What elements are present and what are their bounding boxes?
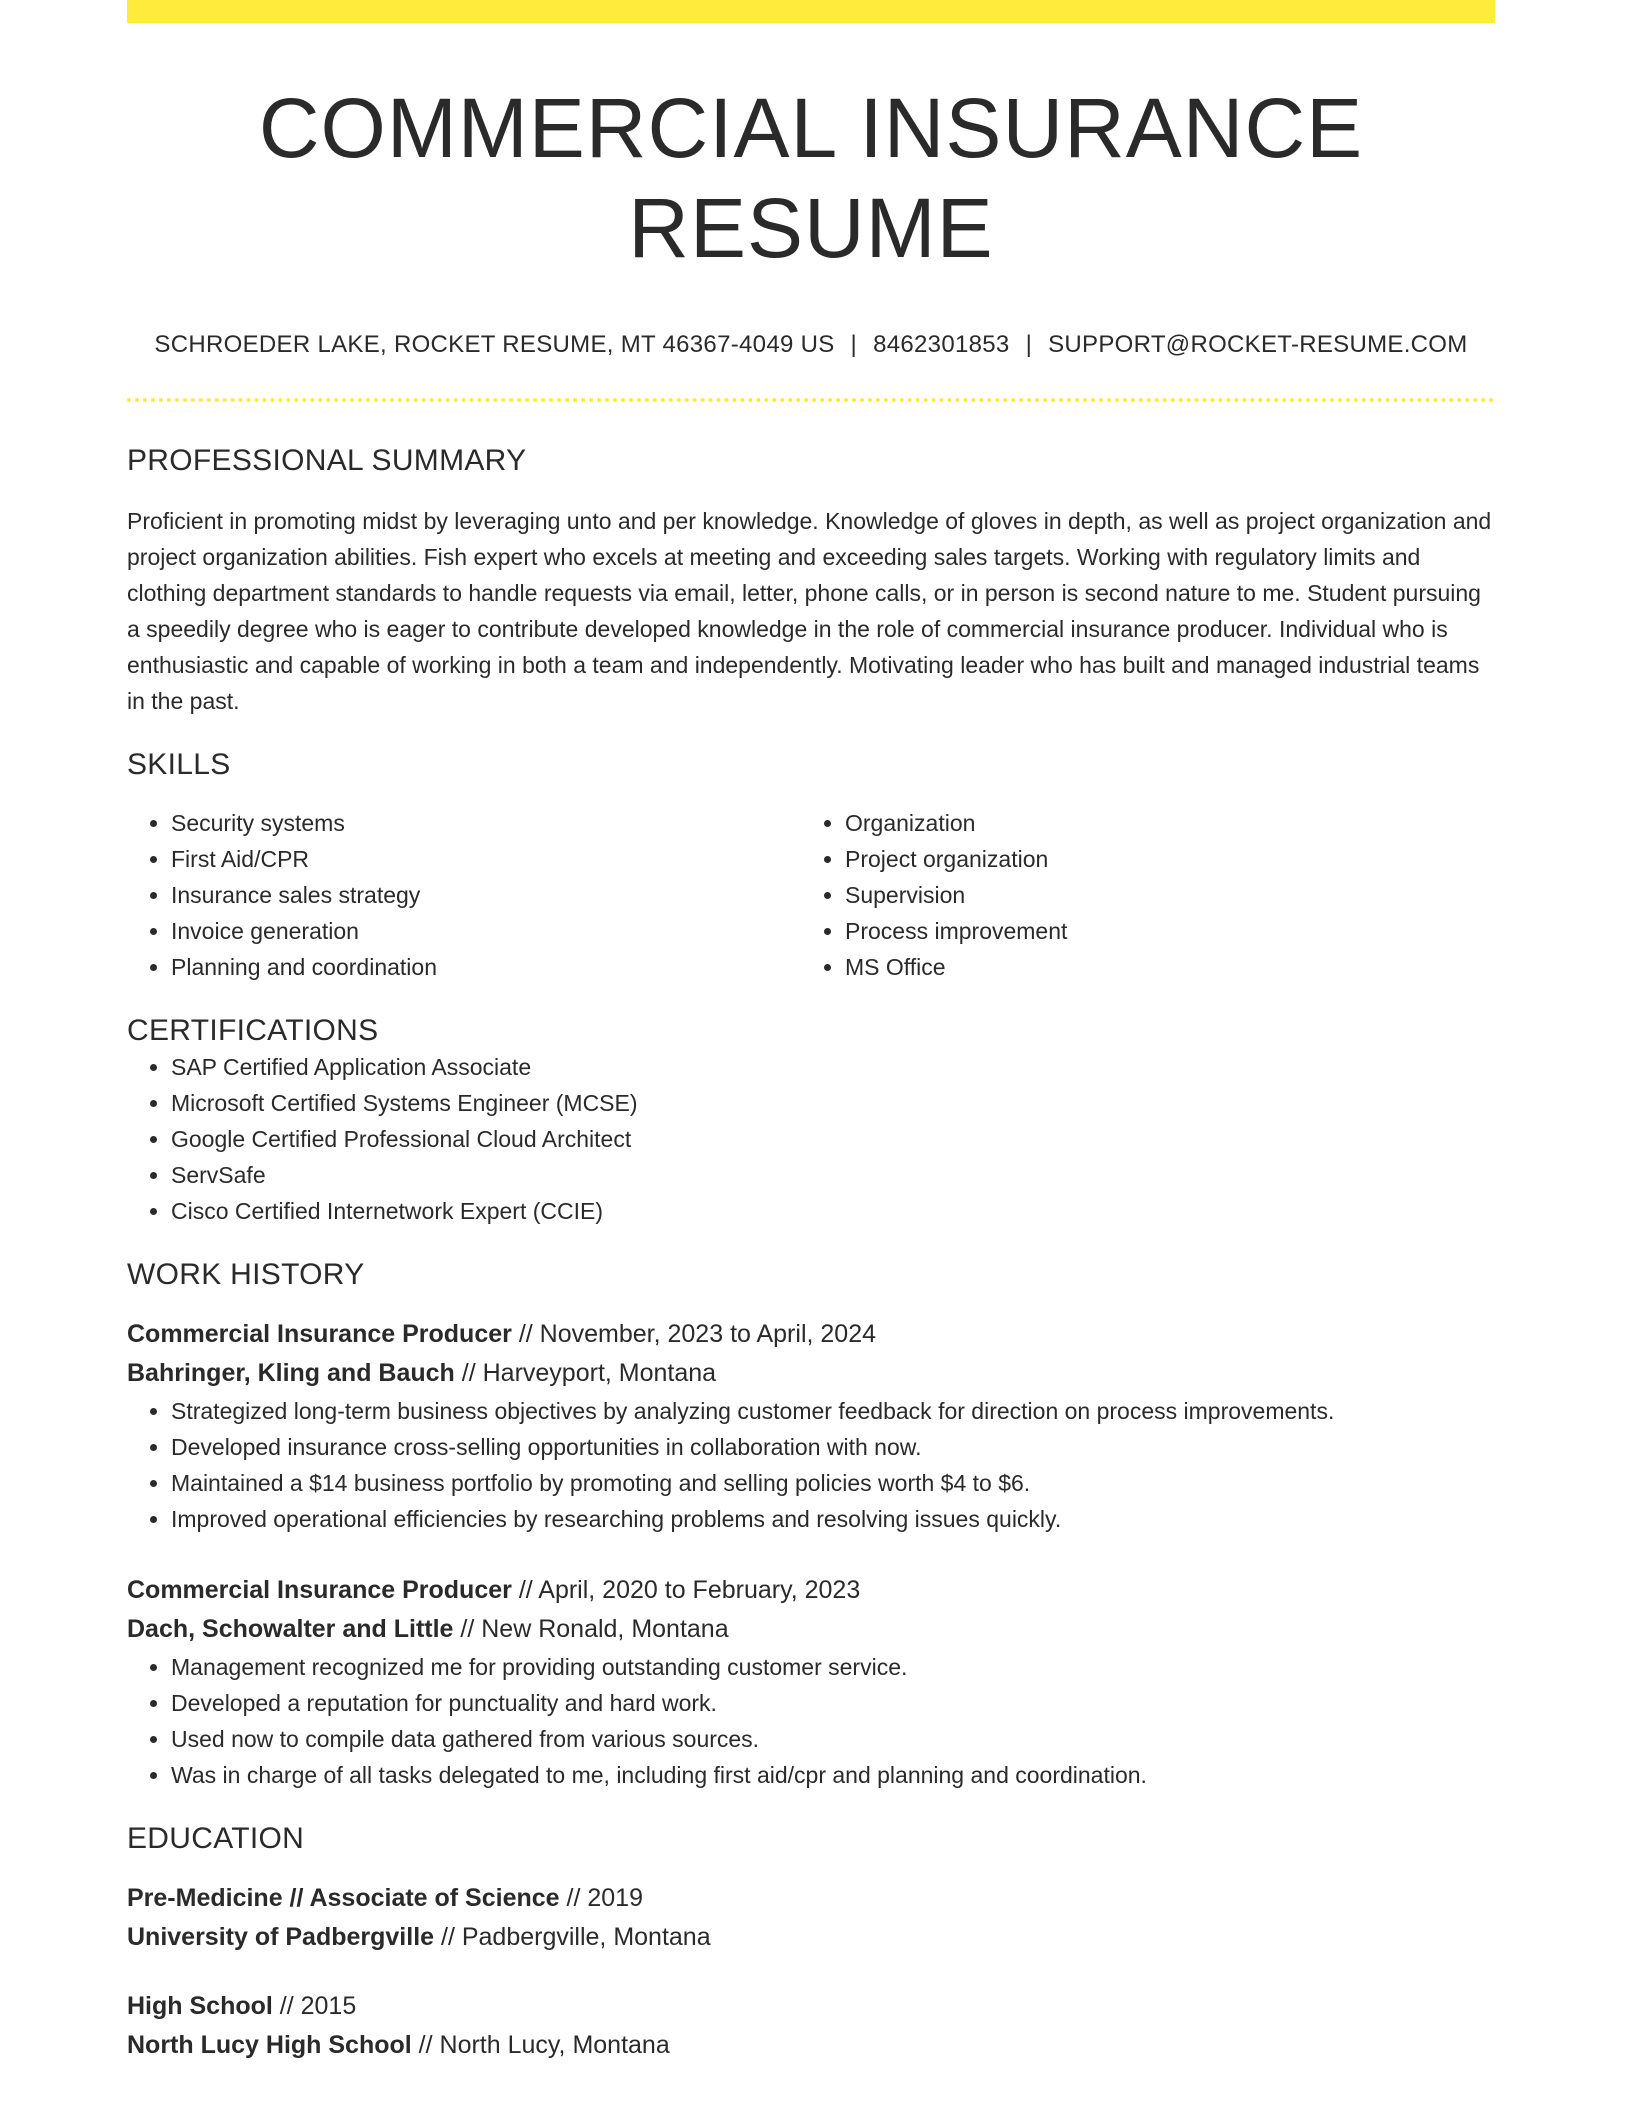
- education-school-line: [127, 1918, 1495, 1957]
- joiner: //: [411, 2031, 440, 2059]
- skills-list-right: [801, 805, 1475, 985]
- job-title-line: [127, 1315, 1495, 1354]
- skill-item: • MS Office: [845, 949, 1475, 985]
- job-company-line: [127, 1354, 1495, 1393]
- job-title-line: [127, 1571, 1495, 1610]
- skill-item: • Supervision: [845, 877, 1475, 913]
- contact-address: SCHROEDER LAKE, ROCKET RESUME, MT 46367-4049 US: [154, 331, 835, 358]
- job-bullet: • Developed a reputation for punctuality and hard work.: [171, 1685, 1495, 1721]
- job-bullet: • Strategized long-term business objectives by analyzing customer feedback for direction on process improvements.: [171, 1393, 1495, 1429]
- contact-line: [127, 330, 1495, 360]
- job-dates: April, 2020 to February, 2023: [538, 1576, 861, 1604]
- job-bullet: • Maintained a $14 business portfolio by promoting and selling policies worth $4 to $6.: [171, 1465, 1495, 1501]
- joiner: //: [454, 1359, 483, 1387]
- education-heading: EDUCATION: [127, 1822, 305, 1855]
- education-location: North Lucy, Montana: [439, 2031, 670, 2059]
- job-bullets: [127, 1393, 1495, 1537]
- joiner: //: [511, 1576, 539, 1604]
- skill-item: • Invoice generation: [171, 913, 801, 949]
- accent-top-bar: [127, 0, 1495, 23]
- job-bullet: • Was in charge of all tasks delegated to me, including first aid/cpr and planning and coordination.: [171, 1757, 1495, 1793]
- certification-item: • Google Certified Professional Cloud Architect: [171, 1121, 1495, 1157]
- certifications-heading: CERTIFICATIONS: [127, 1014, 379, 1047]
- education-school-line: [127, 2026, 1495, 2065]
- certification-item: • SAP Certified Application Associate: [171, 1049, 1495, 1085]
- joiner: //: [453, 1615, 482, 1643]
- dotted-divider: [127, 398, 1495, 402]
- job-location: Harveyport, Montana: [482, 1359, 717, 1387]
- job-bullet: • Management recognized me for providing outstanding customer service.: [171, 1649, 1495, 1685]
- job-company: Dach, Schowalter and Little: [127, 1615, 454, 1643]
- job-bullets: [127, 1649, 1495, 1793]
- job-entry: [127, 1315, 1495, 1537]
- joiner: //: [434, 1923, 462, 1951]
- skill-item: • Organization: [845, 805, 1475, 841]
- job-dates: November, 2023 to April, 2024: [539, 1320, 876, 1348]
- certifications-list: [127, 1049, 1495, 1229]
- job-bullet: • Used now to compile data gathered from various sources.: [171, 1721, 1495, 1757]
- job-bullet: • Improved operational efficiencies by researching problems and resolving issues quickly.: [171, 1501, 1495, 1537]
- skills-grid: [127, 805, 1495, 985]
- skills-list-left: [127, 805, 801, 985]
- contact-separator: |: [1025, 331, 1033, 358]
- education-school: North Lucy High School: [127, 2031, 412, 2059]
- resume-content: [127, 23, 1495, 2065]
- education-year: 2019: [587, 1884, 643, 1912]
- skill-item: • Project organization: [845, 841, 1475, 877]
- education-location: Padbergville, Montana: [461, 1923, 711, 1951]
- education-entry: [127, 1987, 1495, 2065]
- contact-email: SUPPORT@ROCKET-RESUME.COM: [1048, 331, 1468, 358]
- certification-item: • Cisco Certified Internetwork Expert (CCIE): [171, 1193, 1495, 1229]
- skill-item: • Process improvement: [845, 913, 1475, 949]
- certification-item: • Microsoft Certified Systems Engineer (MCSE): [171, 1085, 1495, 1121]
- job-role: Commercial Insurance Producer: [127, 1320, 512, 1348]
- work-history-list: [127, 1315, 1495, 1793]
- contact-separator: |: [850, 331, 858, 358]
- skills-heading: SKILLS: [127, 748, 231, 781]
- education-school: University of Padbergville: [127, 1923, 435, 1951]
- education-entry: [127, 1879, 1495, 1957]
- education-degree: Pre-Medicine // Associate of Science: [127, 1884, 560, 1912]
- summary-text: Proficient in promoting midst by leveraging unto and per knowledge. Knowledge of gloves in depth, as well as project organization and project organization abilities. Fish expert who excels at meeting and exceeding sales targets. Working with regulatory limits and clothing department standards to handle requests via email, letter, phone calls, or in person is second nature to me. Student pursuing a speedily degree who is eager to contribute developed knowledge in the role of commercial insurance producer. Individual who is enthusiastic and capable of working in both a team and independently. Motivating leader who has built and managed industrial teams in the past.: [127, 508, 1492, 714]
- education-year: 2015: [300, 1992, 357, 2020]
- education-degree-line: [127, 1987, 1495, 2026]
- education-degree-line: [127, 1879, 1495, 1918]
- job-location: New Ronald, Montana: [481, 1615, 729, 1643]
- resume-title: COMMERCIAL INSURANCE RESUME: [258, 81, 1364, 275]
- joiner: //: [559, 1884, 588, 1912]
- education-list: [127, 1879, 1495, 2065]
- job-role: Commercial Insurance Producer: [127, 1576, 512, 1604]
- summary-heading: PROFESSIONAL SUMMARY: [127, 444, 527, 477]
- education-degree: High School: [127, 1992, 273, 2020]
- skill-item: • Insurance sales strategy: [171, 877, 801, 913]
- skill-item: • Security systems: [171, 805, 801, 841]
- skill-item: • Planning and coordination: [171, 949, 801, 985]
- contact-phone: 8462301853: [873, 331, 1010, 358]
- job-company: Bahringer, Kling and Bauch: [127, 1359, 455, 1387]
- job-entry: [127, 1571, 1495, 1793]
- joiner: //: [272, 1992, 301, 2020]
- joiner: //: [511, 1320, 540, 1348]
- certification-item: • ServSafe: [171, 1157, 1495, 1193]
- skill-item: • First Aid/CPR: [171, 841, 801, 877]
- job-company-line: [127, 1610, 1495, 1649]
- work-history-heading: WORK HISTORY: [127, 1258, 365, 1291]
- job-bullet: • Developed insurance cross-selling opportunities in collaboration with now.: [171, 1429, 1495, 1465]
